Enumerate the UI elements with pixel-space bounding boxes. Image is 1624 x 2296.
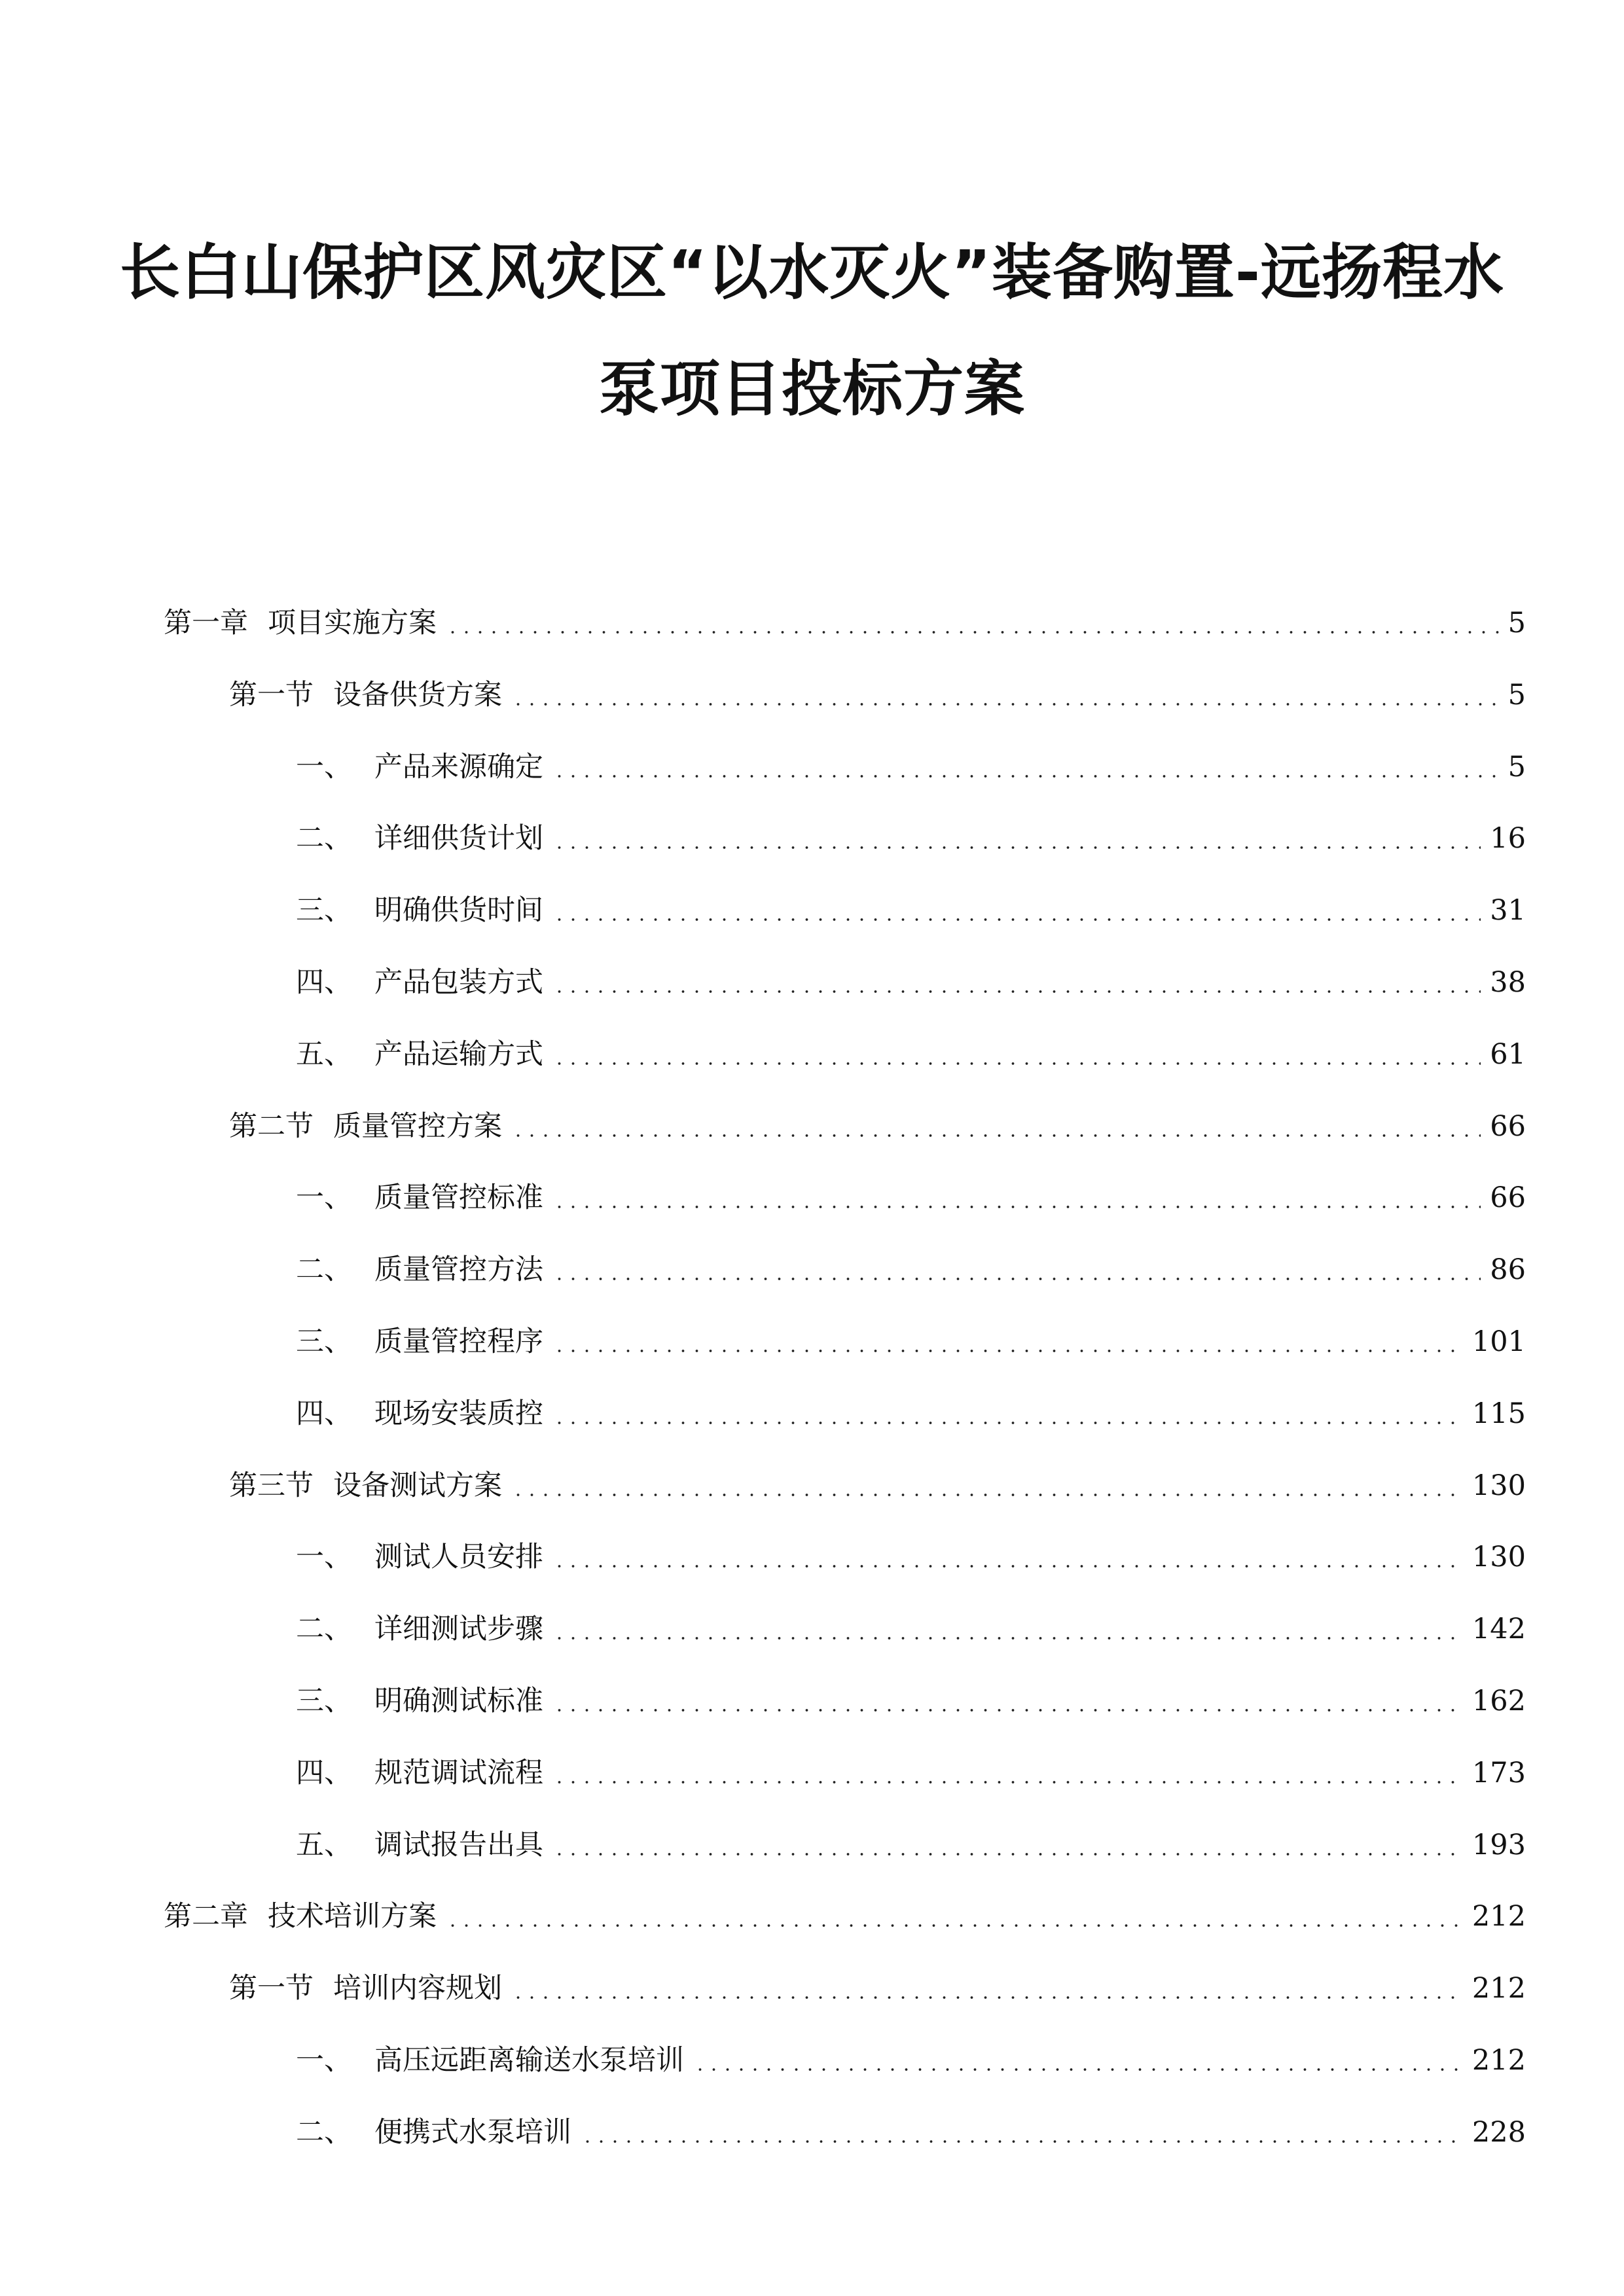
toc-dot-leader: [552, 1422, 1463, 1424]
toc-entry-label: 调试报告出具: [374, 1828, 543, 1861]
toc-entry-page-number: 142: [1471, 1613, 1526, 1646]
toc-dot-leader: [552, 918, 1481, 921]
toc-entry-page-number: 5: [1507, 678, 1526, 711]
toc-entry-number: 五、: [296, 1828, 352, 1861]
toc-entry-number: 四、: [296, 1397, 352, 1430]
toc-entry-page-number: 86: [1490, 1253, 1526, 1287]
toc-entry-number: 三、: [296, 894, 352, 927]
toc-dot-leader: [552, 1637, 1463, 1640]
toc-entry-number: 一、: [296, 750, 352, 783]
toc-entry[interactable]: [296, 1609, 1526, 1649]
toc-dot-leader: [552, 990, 1481, 993]
toc-entry-page-number: 115: [1471, 1397, 1526, 1430]
toc-entry-number: 二、: [296, 822, 352, 855]
toc-entry-page-number: 212: [1471, 2044, 1526, 2077]
toc-entry[interactable]: [296, 891, 1526, 930]
toc-entry-number: 五、: [296, 1037, 352, 1071]
toc-entry-label: 高压远距离输送水泵培训: [374, 2044, 684, 2077]
toc-entry-label: 培训内容规划: [333, 1972, 502, 2005]
toc-dot-leader: [511, 1134, 1481, 1137]
toc-entry-label: 产品来源确定: [374, 750, 543, 783]
toc-entry[interactable]: [296, 2041, 1526, 2080]
toc-entry-number: 第三节: [229, 1469, 314, 1502]
document-title-line-1: 长白山保护区风灾区“以水灭火”装备购置-远扬程水: [119, 238, 1505, 308]
toc-entry[interactable]: [296, 1394, 1526, 1433]
toc-dot-leader: [693, 2068, 1463, 2071]
toc-dot-leader: [552, 1062, 1481, 1065]
toc-entry-number: 第一章: [164, 607, 248, 639]
toc-dot-leader: [552, 1206, 1481, 1208]
toc-entry[interactable]: [296, 2113, 1526, 2152]
toc-entry-page-number: 162: [1471, 1685, 1526, 1717]
toc-dot-leader: [552, 1278, 1481, 1280]
toc-entry-label: 现场安装质控: [374, 1397, 543, 1430]
toc-entry-number: 一、: [296, 2044, 352, 2077]
toc-dot-leader: [446, 631, 1499, 634]
toc-entry-label: 技术培训方案: [268, 1900, 437, 1933]
toc-entry[interactable]: [164, 1897, 1526, 1936]
toc-entry-page-number: 61: [1490, 1037, 1526, 1071]
toc-entry-number: 第一节: [229, 1972, 314, 2005]
toc-entry-page-number: 130: [1471, 1541, 1526, 1574]
toc-entry[interactable]: [296, 1178, 1526, 1217]
toc-entry-number: 第二节: [229, 1109, 314, 1143]
toc-entry-page-number: 66: [1490, 1181, 1526, 1215]
toc-entry-page-number: 5: [1507, 607, 1526, 639]
toc-entry[interactable]: [296, 819, 1526, 858]
toc-dot-leader: [511, 1494, 1463, 1496]
toc-entry[interactable]: [229, 1466, 1526, 1505]
toc-entry[interactable]: [296, 1035, 1526, 1074]
toc-entry-label: 测试人员安排: [374, 1541, 543, 1574]
toc-entry-number: 第一节: [229, 678, 314, 711]
toc-dot-leader: [552, 1781, 1463, 1784]
toc-entry-label: 设备供货方案: [333, 678, 502, 711]
toc-entry-number: 二、: [296, 1253, 352, 1287]
toc-entry-label: 质量管控方法: [374, 1253, 543, 1287]
toc-entry-label: 质量管控方案: [333, 1109, 502, 1143]
toc-entry[interactable]: [296, 1537, 1526, 1577]
toc-entry-label: 质量管控标准: [374, 1181, 543, 1215]
toc-entry-page-number: 38: [1490, 966, 1526, 999]
toc-entry[interactable]: [296, 1250, 1526, 1289]
toc-dot-leader: [552, 846, 1481, 849]
toc-dot-leader: [511, 703, 1499, 706]
toc-entry-label: 项目实施方案: [268, 607, 437, 639]
toc-entry-page-number: 212: [1471, 1972, 1526, 2005]
toc-entry[interactable]: [229, 1969, 1526, 2008]
toc-entry-number: 一、: [296, 1541, 352, 1574]
toc-dot-leader: [552, 1709, 1463, 1712]
toc-entry-page-number: 193: [1471, 1828, 1526, 1861]
toc-entry[interactable]: [296, 747, 1526, 787]
toc-entry-label: 详细供货计划: [374, 822, 543, 855]
toc-entry-label: 明确测试标准: [374, 1685, 543, 1717]
toc-dot-leader: [552, 1565, 1463, 1568]
toc-entry-page-number: 31: [1490, 894, 1526, 927]
toc-entry-page-number: 16: [1490, 822, 1526, 855]
toc-entry-label: 明确供货时间: [374, 894, 543, 927]
toc-entry-label: 产品包装方式: [374, 966, 543, 999]
toc-entry[interactable]: [229, 1107, 1526, 1146]
toc-dot-leader: [581, 2140, 1463, 2143]
toc-dot-leader: [511, 1996, 1463, 1999]
toc-entry-label: 便携式水泵培训: [374, 2115, 571, 2149]
toc-entry-label: 设备测试方案: [333, 1469, 502, 1502]
toc-dot-leader: [446, 1924, 1463, 1927]
toc-entry-number: 三、: [296, 1325, 352, 1358]
toc-entry[interactable]: [296, 1825, 1526, 1865]
toc-entry-number: 一、: [296, 1181, 352, 1215]
toc-entry-number: 二、: [296, 1613, 352, 1646]
toc-entry[interactable]: [296, 1322, 1526, 1361]
toc-entry[interactable]: [229, 675, 1526, 715]
toc-dot-leader: [552, 1853, 1463, 1856]
toc-entry[interactable]: [296, 1753, 1526, 1793]
toc-entry-label: 规范调试流程: [374, 1756, 543, 1789]
toc-entry[interactable]: [164, 603, 1526, 643]
toc-entry-page-number: 66: [1490, 1109, 1526, 1143]
toc-entry-page-number: 130: [1471, 1469, 1526, 1502]
toc-entry-label: 详细测试步骤: [374, 1613, 543, 1646]
toc-entry-label: 质量管控程序: [374, 1325, 543, 1358]
toc-entry-page-number: 173: [1471, 1756, 1526, 1789]
toc-entry[interactable]: [296, 1681, 1526, 1721]
toc-entry-page-number: 228: [1471, 2115, 1526, 2149]
toc-entry-page-number: 101: [1471, 1325, 1526, 1358]
toc-entry-number: 二、: [296, 2115, 352, 2149]
toc-entry-label: 产品运输方式: [374, 1037, 543, 1071]
toc-dot-leader: [552, 1350, 1463, 1352]
toc-entry-number: 四、: [296, 1756, 352, 1789]
toc-entry-page-number: 5: [1507, 750, 1526, 783]
document-title-line-2: 泵项目投标方案: [598, 354, 1025, 424]
toc-dot-leader: [552, 775, 1499, 778]
toc-entry-number: 三、: [296, 1685, 352, 1717]
toc-entry-page-number: 212: [1471, 1900, 1526, 1933]
toc-entry-number: 第二章: [164, 1900, 248, 1933]
toc-entry-number: 四、: [296, 966, 352, 999]
toc-entry[interactable]: [296, 963, 1526, 1002]
